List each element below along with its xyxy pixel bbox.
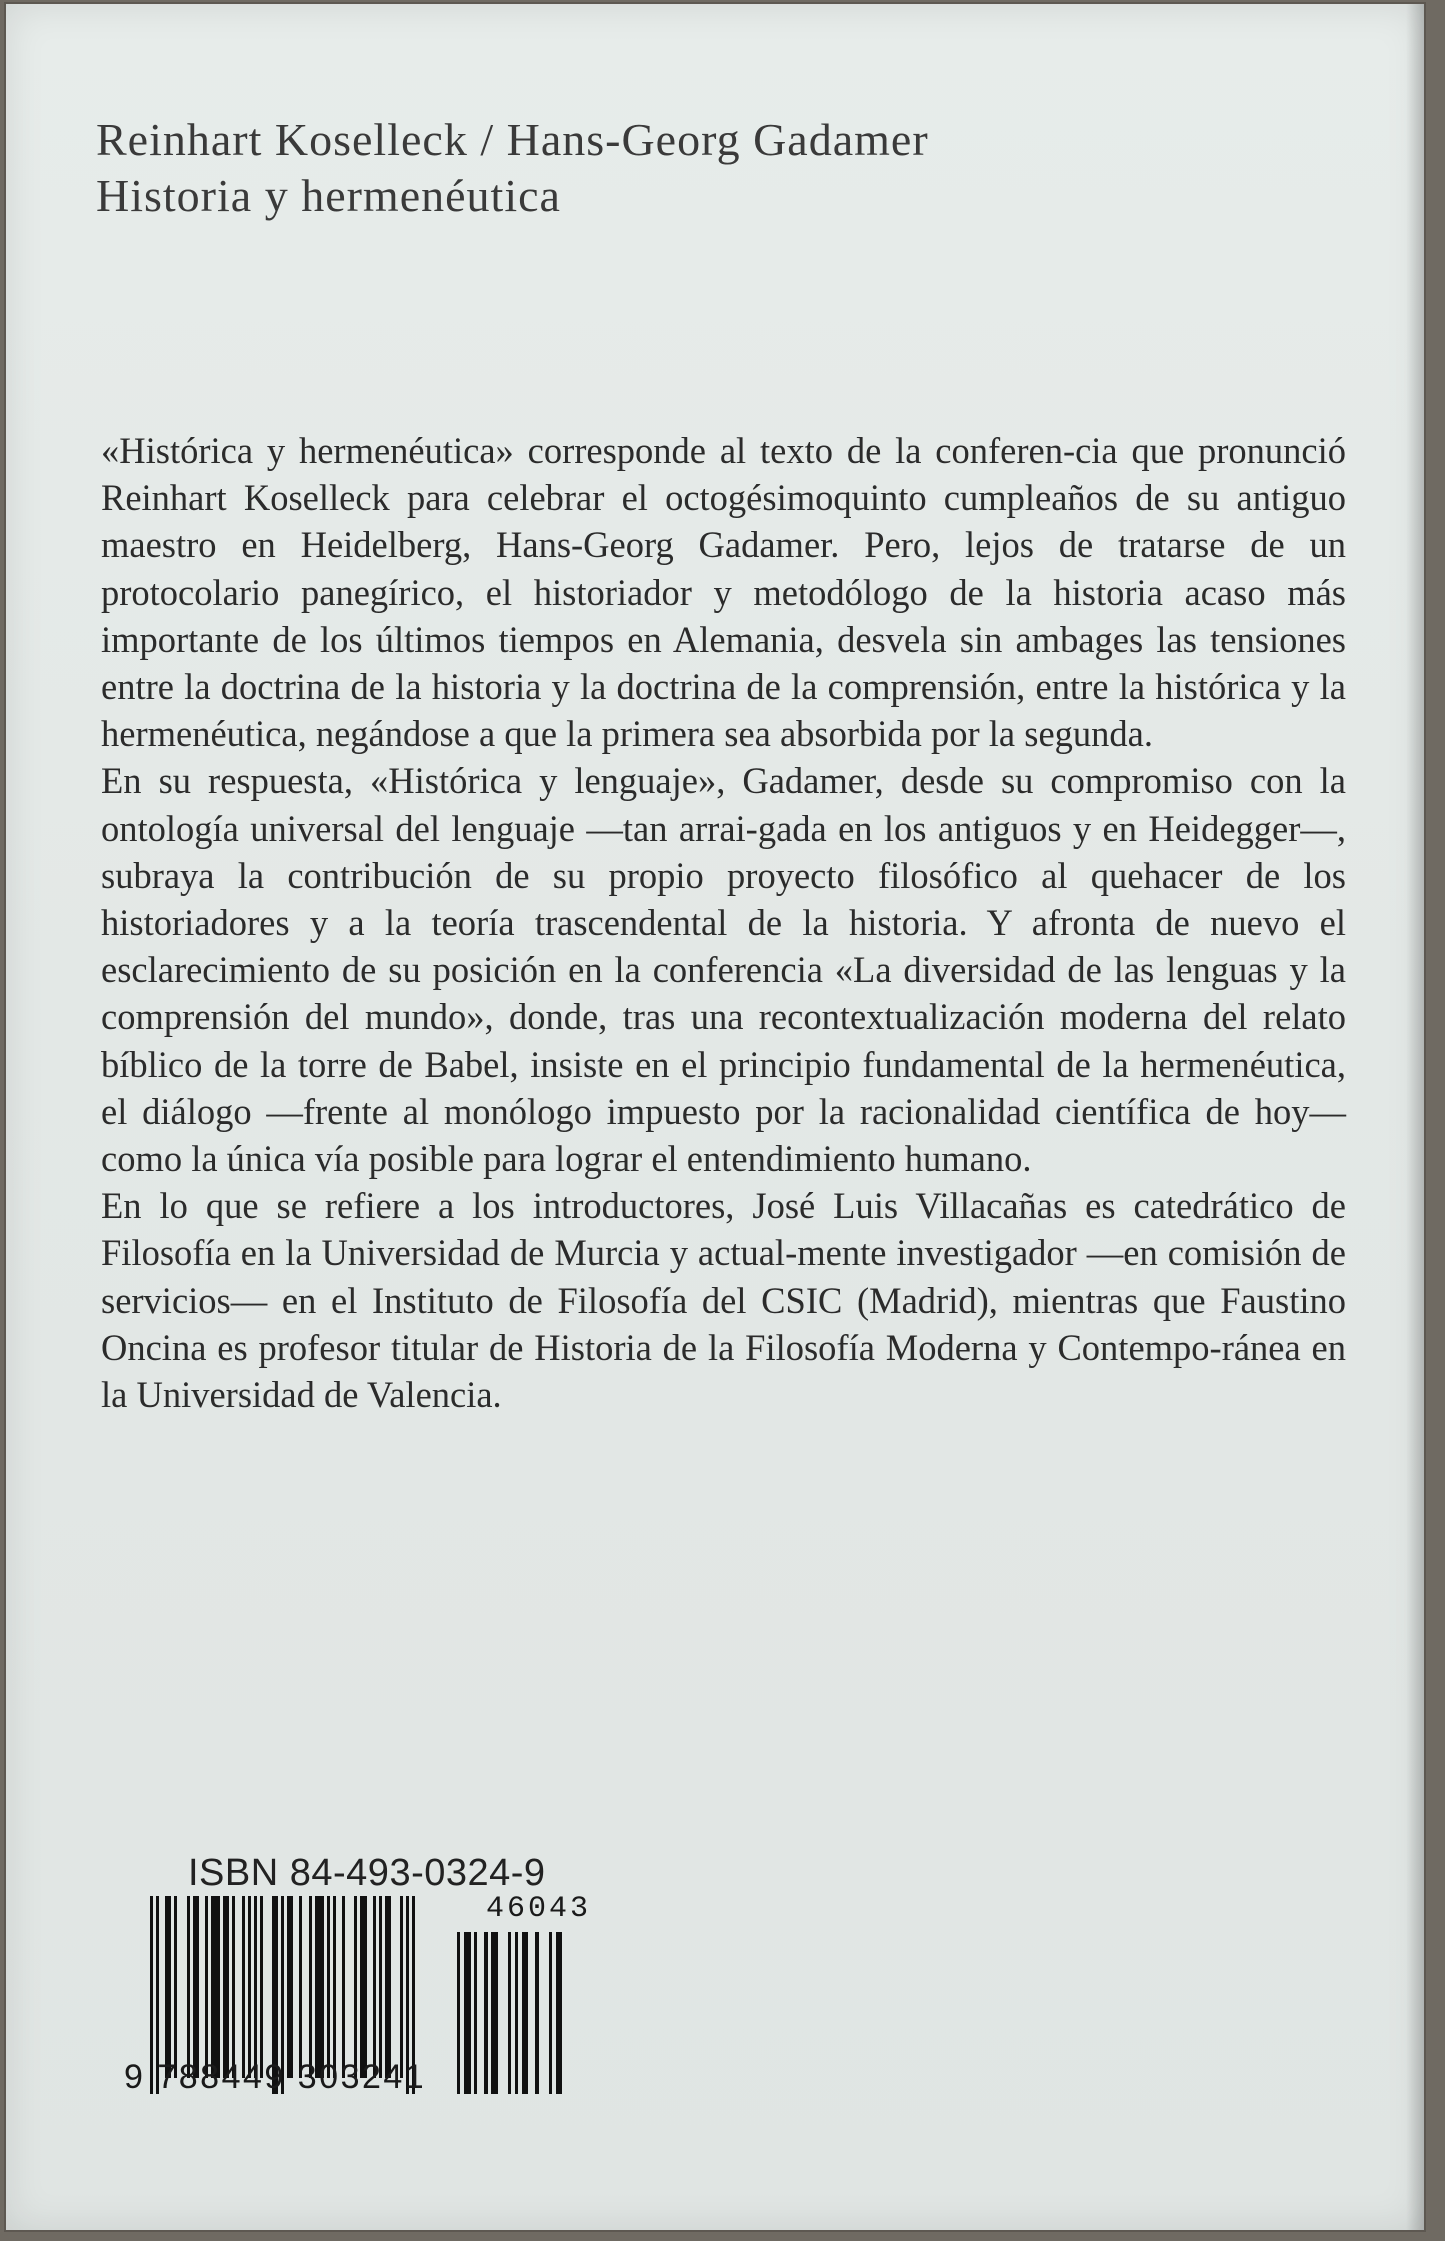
barcode-bar — [457, 1932, 460, 2094]
cover-header — [96, 112, 1296, 224]
blurb — [101, 427, 1346, 1418]
barcode-bar — [400, 1896, 403, 2078]
barcode-bar — [333, 1896, 336, 2078]
barcode-bar — [491, 1932, 498, 2094]
barcode-bar — [242, 1896, 245, 2078]
isbn-barcode-block — [124, 1852, 644, 2142]
barcode-bar — [287, 1896, 293, 2078]
barcode-bar — [385, 1896, 391, 2078]
barcode-bar — [254, 1896, 257, 2078]
barcode-bar — [223, 1896, 229, 2078]
barcode-bar — [205, 1896, 208, 2078]
authors: Reinhart Koselleck / Hans-Georg Gadamer — [96, 114, 929, 165]
barcode-bar — [360, 1896, 366, 2078]
blurb-paragraph: «Histórica y hermenéutica» corresponde al texto de la conferen-cia que pronunció Reinhart Koselleck para celebrar el octogésimoquinto cumpleaños de su antiguo maestro en Heidelberg, Hans-Georg Gadamer. Pero, lejos de tratarse de un protocolario panegírico, el historiador y metodólogo de la historia acaso más importante de los últimos tiempos en Alemania, desvela sin ambages las tensiones entre la doctrina de la historia y la doctrina de la comprensión, entre la histórica y la hermenéutica, negándose a que la primera sea absorbida por la segunda. — [101, 430, 1346, 755]
barcode-bar — [315, 1896, 324, 2078]
ean-digits: 9 788449 303241 — [124, 2058, 427, 2096]
addon-barcode — [457, 1932, 597, 2094]
barcode-bar — [373, 1896, 376, 2078]
barcode-bar — [342, 1896, 345, 2078]
barcode-bar — [248, 1896, 251, 2078]
barcode-bar — [211, 1896, 220, 2078]
barcode-bar — [484, 1932, 487, 2094]
barcode-bar — [464, 1932, 471, 2094]
barcode-bar — [354, 1896, 357, 2078]
barcode-bar — [535, 1932, 538, 2094]
book-back-cover — [6, 4, 1424, 2230]
barcode-bar — [522, 1932, 529, 2094]
barcode-bar — [379, 1896, 382, 2078]
barcode-bar — [299, 1896, 302, 2078]
addon-digits: 46043 — [486, 1892, 592, 1926]
barcode-bar — [327, 1896, 330, 2078]
barcode-bar — [474, 1932, 477, 2094]
isbn-label: ISBN 84-493-0324-9 — [188, 1852, 546, 1894]
barcode-bar — [232, 1896, 235, 2078]
barcode-bar — [309, 1896, 312, 2078]
barcode-bar — [165, 1896, 171, 2078]
barcode-bar — [193, 1896, 199, 2078]
blurb-paragraph: En su respuesta, «Histórica y lenguaje», Gadamer, desde su compromiso con la ontología universal del lenguaje —tan arrai-gada en los antiguos y en Heidegger—, subraya la contribución de su propio proyecto filosófico al quehacer de los historiadores y a la teoría trascendental de la historia. Y afronta de nuevo el esclarecimiento de su posición en la conferencia «La diversidad de las lenguas y la comprensión del mundo», donde, tras una recontextualización moderna del relato bíblico de la torre de Babel, insiste en el principio fundamental de la hermenéutica, el diálogo —frente al monólogo impuesto por la racionalidad científica de hoy— como la única vía posible para lograr el entendimiento humano. — [101, 760, 1346, 1180]
barcode-bar — [556, 1932, 563, 2094]
barcode-bar — [187, 1896, 190, 2078]
barcode-bar — [260, 1896, 263, 2078]
barcode-bar — [549, 1932, 552, 2094]
blurb-paragraph: En lo que se refiere a los introductores, José Luis Villacañas es catedrático de Filosofía en la Universidad de Murcia y actual-mente investigador —en comisión de servicios— en el Instituto de Filosofía del CSIC (Madrid), mientras que Faustino Oncina es profesor titular de Historia de la Filosofía Moderna y Contempo-ránea en la Universidad de Valencia. — [101, 1185, 1346, 1416]
barcode-bar — [508, 1932, 511, 2094]
barcode-bar — [174, 1896, 177, 2078]
book-title: Historia y hermenéutica — [96, 170, 561, 221]
barcode-bar — [515, 1932, 518, 2094]
